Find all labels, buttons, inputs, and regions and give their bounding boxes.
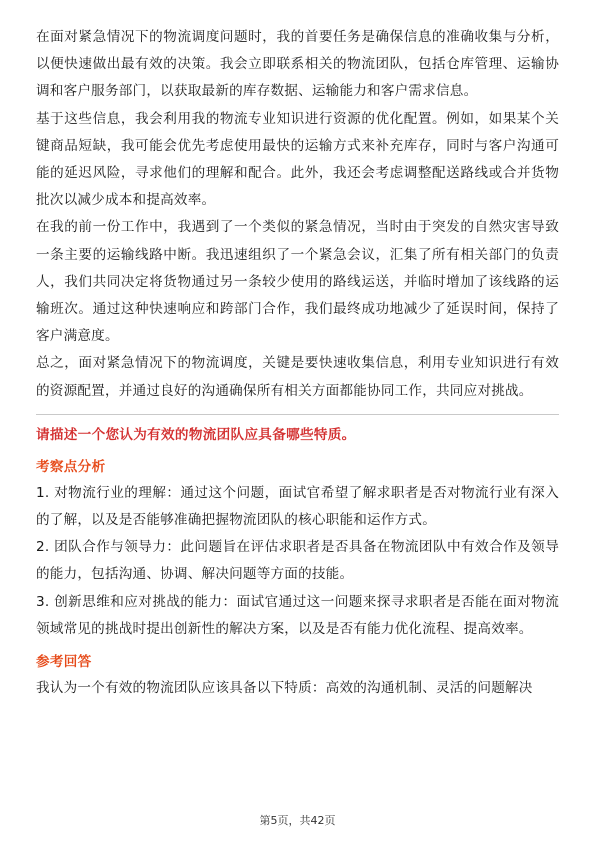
answer-paragraph: 基于这些信息，我会利用我的物流专业知识进行资源的优化配置。例如，如果某个关键商品短缺，我可能会优先考虑使用最快的运输方式来补充库存，同时与客户沟通可能的延迟风险，寻求他们的理解和配合。此外，我还会考虑调整配送路线或合并货物批次以减少成本和提高效率。 — [36, 110, 559, 209]
analysis-point: 2. 团队合作与领导力：此问题旨在评估求职者是否具备在物流团队中有效合作及领导的能力，包括沟通、协调、解决问题等方面的技能。 — [36, 539, 559, 583]
analysis-point: 1. 对物流行业的理解：通过这个问题，面试官希望了解求职者是否对物流行业有深入的了解，以及是否能够准确把握物流团队的核心职能和运作方式。 — [36, 484, 559, 529]
analysis-heading: 考察点分析 — [36, 458, 106, 475]
answer-paragraph: 在面对紧急情况下的物流调度问题时，我的首要任务是确保信息的准确收集与分析，以便快速做出最有效的决策。我会立即联系相关的物流团队，包括仓库管理、运输协调和客户服务部门，以获取最新的库存数据、运输能力和客户需求信息。 — [36, 29, 559, 100]
section-divider — [36, 414, 559, 415]
reference-answer-heading: 参考回答 — [36, 654, 92, 671]
page-number-footer: 第5页，共42页 — [259, 814, 336, 827]
document-page — [36, 24, 559, 702]
answer-paragraph: 在我的前一份工作中，我遇到了一个类似的紧急情况，当时由于突发的自然灾害导致一条主要的运输线路中断。我迅速组织了一个紧急会议，汇集了所有相关部门的负责人，我们共同决定将货物通过另一条较少使用的路线运送，并临时增加了该线路的运输班次。通过这种快速响应和跨部门合作，我们最终成功地减少了延误时间，保持了客户满意度。 — [36, 219, 559, 345]
interview-question: 请描述一个您认为有效的物流团队应具备哪些特质。 — [36, 426, 356, 443]
reference-answer-text: 我认为一个有效的物流团队应该具备以下特质：高效的沟通机制、灵活的问题解决 — [36, 680, 533, 697]
analysis-point: 3. 创新思维和应对挑战的能力：面试官通过这一问题来探寻求职者是否能在面对物流领域常见的挑战时提出创新性的解决方案，以及是否有能力优化流程、提高效率。 — [36, 593, 559, 637]
answer-paragraph: 总之，面对紧急情况下的物流调度，关键是要快速收集信息，利用专业知识进行有效的资源配置，并通过良好的沟通确保所有相关方面都能协同工作，共同应对挑战。 — [36, 355, 559, 399]
